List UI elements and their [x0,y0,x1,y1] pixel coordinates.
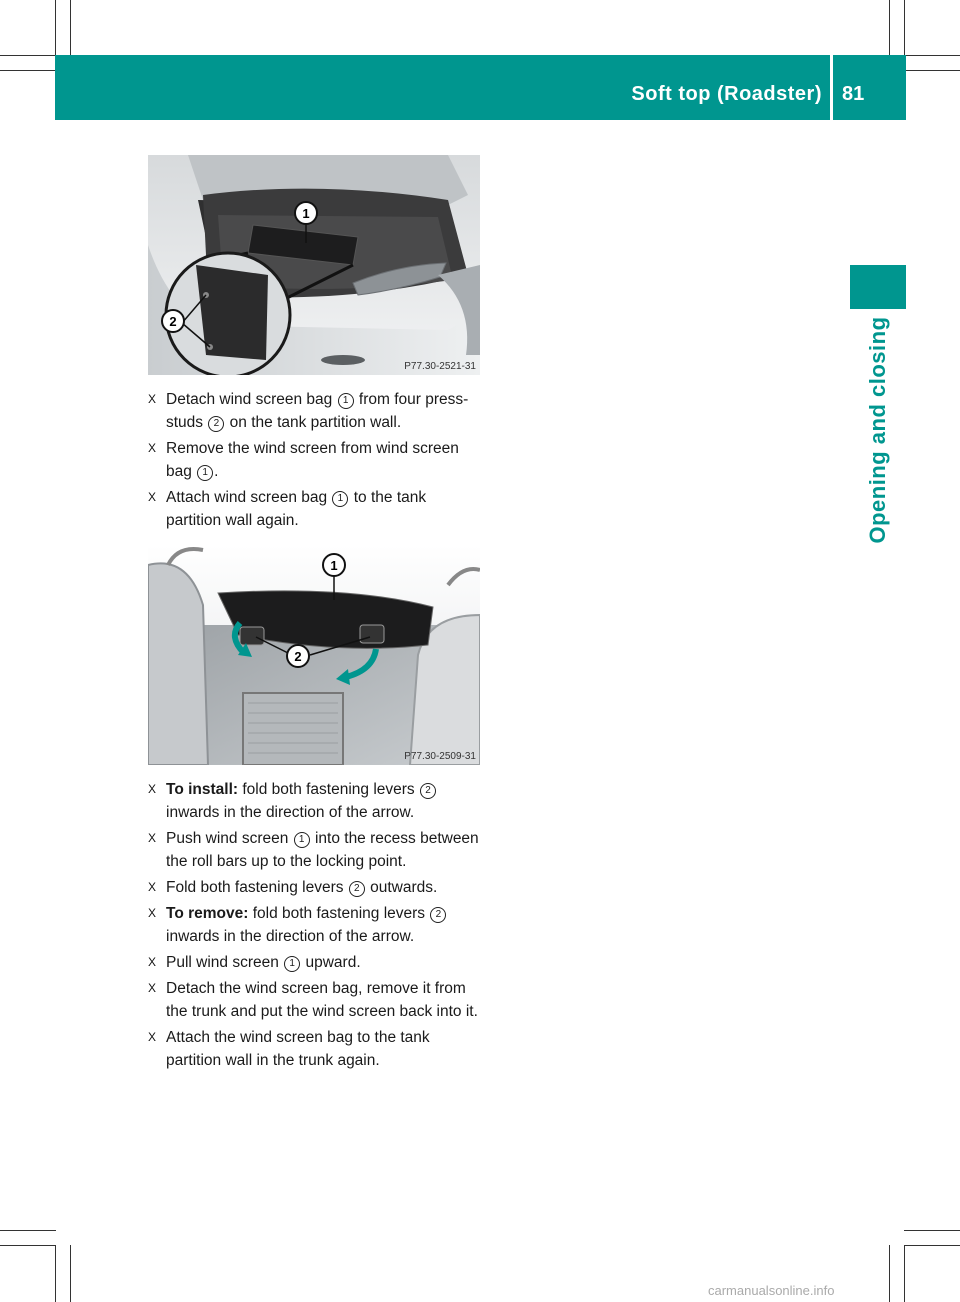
crop-mark [55,1245,56,1302]
step-text: Detach wind screen bag [166,391,337,408]
header-separator [830,55,833,120]
crop-mark [904,1245,960,1246]
crop-mark [904,0,905,56]
step-text: Fold both fastening levers [166,879,348,896]
callout-2 [162,310,184,332]
step-arrow-icon: X [148,1030,157,1044]
instruction-list [148,388,482,535]
list-item [148,977,482,1023]
watermark: carmanualsonline.info [708,1283,835,1298]
list-item [148,486,482,532]
list-item [148,951,482,974]
roll-bar-illustration-svg [148,545,480,765]
list-item [148,778,482,824]
crop-mark [70,0,71,56]
trunk-illustration-svg [148,155,480,375]
callout-1 [295,202,317,224]
step-text: upward. [301,954,361,971]
list-item [148,876,482,899]
callout-ref: 1 [197,465,213,481]
crop-mark [904,70,960,71]
step-text: outwards. [365,879,438,896]
step-text: into the recess between the roll bars up to the locking point. [166,830,479,870]
step-arrow-icon: X [148,490,157,504]
callout-ref: 1 [338,393,354,409]
step-text: to the tank partition wall again. [166,489,427,529]
chapter-tab [850,265,906,309]
step-text: Attach wind screen bag [166,489,332,506]
step-text: Remove the wind screen from wind screen bag [166,440,459,480]
crop-mark [70,1245,71,1302]
step-text: Push wind screen [166,830,293,847]
page-number: 81 [842,83,865,105]
list-item [148,388,482,434]
list-item [148,437,482,483]
callout-2 [287,645,309,667]
page-section-title: Soft top (Roadster) [631,83,822,105]
crop-mark [904,1245,905,1302]
crop-mark [0,1230,56,1231]
crop-mark [904,55,960,56]
step-text: Pull wind screen [166,954,284,971]
list-item [148,1026,482,1072]
callout-ref: 1 [294,832,310,848]
roll-bar-wind-screen-illustration [148,545,480,765]
callout-ref: 1 [284,956,300,972]
step-arrow-icon: X [148,906,157,920]
step-arrow-icon: X [148,955,157,969]
step-arrow-icon: X [148,782,157,796]
crop-mark [904,1230,960,1231]
callout-ref: 2 [430,907,446,923]
callout-ref: 2 [208,416,224,432]
step-heading: To install: [166,781,239,798]
figure-code: P77.30-2521-31 [404,361,476,372]
list-item [148,827,482,873]
step-arrow-icon: X [148,831,157,845]
crop-mark [0,55,56,56]
step-text: Detach the wind screen bag, remove it from the trunk and put the wind screen back into it. [166,980,478,1020]
figure-code: P77.30-2509-31 [404,751,476,762]
callout-2-label: 2 [294,649,302,664]
callout-1 [323,554,345,576]
callout-ref: 1 [332,491,348,507]
step-text: fold both fastening levers [238,781,419,798]
step-arrow-icon: X [148,880,157,894]
callout-1-label: 1 [330,558,338,573]
step-text: from four press-studs [166,391,469,431]
instruction-list [148,778,482,1075]
list-item [148,902,482,948]
step-arrow-icon: X [148,392,157,406]
callout-1-label: 1 [302,206,310,221]
callout-ref: 2 [420,783,436,799]
step-text: on the tank partition wall. [225,414,402,431]
chapter-label-text: Opening and closing [865,316,890,544]
step-arrow-icon: X [148,981,157,995]
trunk-wind-screen-bag-illustration [148,155,480,375]
crop-mark [889,0,890,56]
step-arrow-icon: X [148,441,157,455]
crop-mark [889,1245,890,1302]
crop-mark [0,1245,56,1246]
crop-mark [0,70,56,71]
step-text: inwards in the direction of the arrow. [166,804,415,821]
step-text: inwards in the direction of the arrow. [166,928,415,945]
step-heading: To remove: [166,905,249,922]
step-text: . [214,463,219,480]
step-text: fold both fastening levers [248,905,430,922]
callout-ref: 2 [349,881,365,897]
step-text: Attach the wind screen bag to the tank partition wall in the trunk again. [166,1029,430,1069]
callout-2-label: 2 [169,314,177,329]
crop-mark [55,0,56,56]
